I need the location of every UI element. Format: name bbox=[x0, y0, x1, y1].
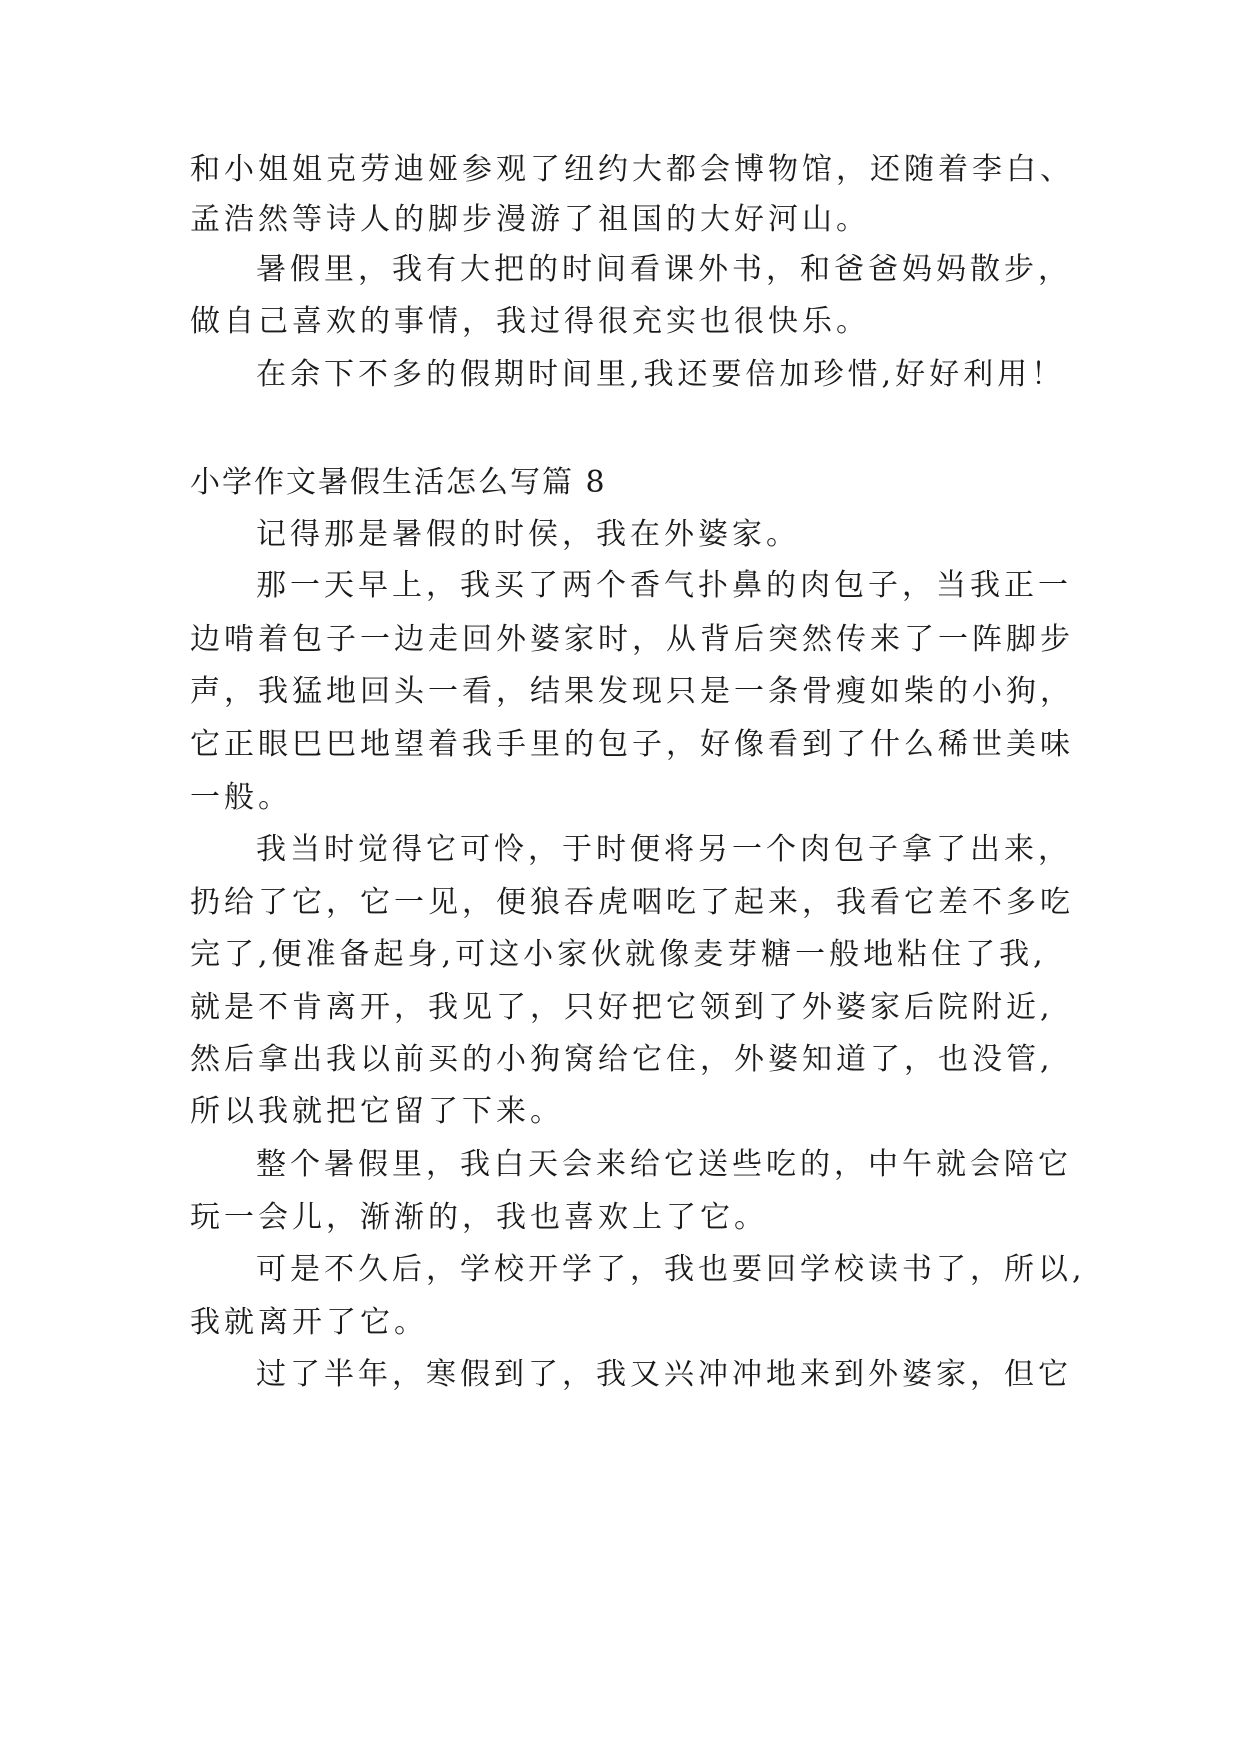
paragraph-line: 记得那是暑假的时侯，我在外婆家。 bbox=[256, 517, 800, 552]
paragraph-line: 就是不肯离开，我见了，只好把它领到了外婆家后院附近, bbox=[190, 990, 1054, 1025]
paragraph-line: 孟浩然等诗人的脚步漫游了祖国的大好河山。 bbox=[190, 202, 870, 237]
paragraph-line: 完了,便准备起身,可这小家伙就像麦芽糖一般地粘住了我, bbox=[190, 937, 1047, 972]
section-heading: 小学作文暑假生活怎么写篇 8 bbox=[190, 465, 607, 500]
paragraph-line: 和小姐姐克劳迪娅参观了纽约大都会博物馆，还随着李白、 bbox=[190, 152, 1074, 187]
paragraph-line: 在余下不多的假期时间里,我还要倍加珍惜,好好利用！ bbox=[256, 357, 1066, 392]
paragraph-line: 一般。 bbox=[190, 780, 292, 815]
paragraph-line: 所以我就把它留了下来。 bbox=[190, 1094, 564, 1129]
paragraph-line: 它正眼巴巴地望着我手里的包子，好像看到了什么稀世美味 bbox=[190, 727, 1074, 762]
paragraph-line: 玩一会儿，渐渐的，我也喜欢上了它。 bbox=[190, 1200, 768, 1235]
paragraph-line: 整个暑假里，我白天会来给它送些吃的，中午就会陪它 bbox=[256, 1147, 1072, 1182]
paragraph-line: 声，我猛地回头一看，结果发现只是一条骨瘦如柴的小狗， bbox=[190, 674, 1074, 709]
paragraph-line: 我当时觉得它可怜，于时便将另一个肉包子拿了出来， bbox=[256, 832, 1072, 867]
paragraph-line: 做自己喜欢的事情，我过得很充实也很快乐。 bbox=[190, 304, 870, 339]
paragraph-line: 我就离开了它。 bbox=[190, 1305, 428, 1340]
paragraph-line: 扔给了它，它一见，便狼吞虎咽吃了起来，我看它差不多吃 bbox=[190, 885, 1074, 920]
paragraph-line: 边啃着包子一边走回外婆家时，从背后突然传来了一阵脚步 bbox=[190, 622, 1074, 657]
paragraph-line: 暑假里，我有大把的时间看课外书，和爸爸妈妈散步， bbox=[256, 252, 1072, 287]
paragraph-line: 过了半年，寒假到了，我又兴冲冲地来到外婆家，但它 bbox=[256, 1357, 1072, 1392]
paragraph-line: 那一天早上，我买了两个香气扑鼻的肉包子，当我正一 bbox=[256, 568, 1072, 603]
paragraph-line: 然后拿出我以前买的小狗窝给它住，外婆知道了，也没管, bbox=[190, 1042, 1054, 1077]
paragraph-line: 可是不久后，学校开学了，我也要回学校读书了，所以, bbox=[256, 1252, 1086, 1287]
